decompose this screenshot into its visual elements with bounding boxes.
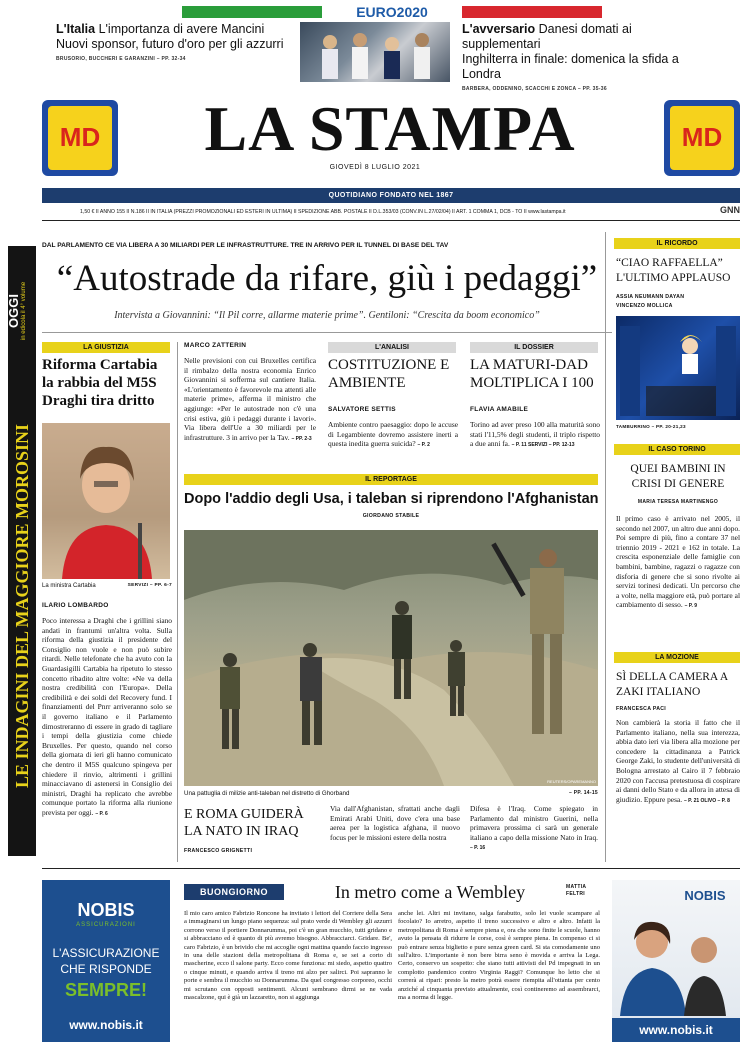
- founded-bar: QUOTIDIANO FONDATO NEL 1867: [42, 188, 740, 203]
- buongiorno-author: MATTIA FELTRI: [566, 884, 587, 897]
- reportage-author: GIORDANO STABILE: [362, 513, 420, 519]
- md-ad-right[interactable]: MD: [664, 100, 740, 176]
- mozione-author: FRANCESCA PACI: [616, 706, 667, 712]
- gnn-logo: GNN: [720, 205, 740, 215]
- reportage-headline[interactable]: Dopo l'addio degli Usa, i taleban si riprendono l'Afghanistan: [184, 491, 599, 507]
- giustizia-body: Poco interessa a Draghi che i grillini siano andati in frantumi un'altra volta. Sulla riforma della giustizia il presidente del Consiglio non vuole e non può subire ritardi. Nelle telefonate che ha avuto con la Guardasigilli Cartabia ha ripetuto lo stesso concetto ribadito altre volte: «Ne va della nostra credibilità con l'Europa». Della credibilità e dei soldi del Recovery fund. I finanziamenti del Pnrr arriveranno solo se il governo italiano e il Parlamento dimostreranno di essere in grado di tagliare i tempi della giustizia come chiede Bruxelles. Per questo, quando nel corso della giornata di ieri gli hanno comunicato che dentro il M5S qualcuno spingeva per chiedere il rinvio, altrimenti i grillini minacciavano di astenersi in Consiglio dei ministri, Draghi ha replicato che avrebbe comunque portato la riforma alla riunione prevista per oggi. – P. 6: [42, 616, 172, 817]
- euro-photo: [300, 22, 450, 82]
- oggi-brand: OGGI in edicola il 4° volume: [6, 281, 27, 341]
- banner-right-text[interactable]: L'avversario Danesi domati ai supplementari Inghilterra in finale: domenica la sfida a Londra BARBERA, ODDENINO, SCACCHI E ZONCA – PP. 35-36: [462, 22, 679, 92]
- newspaper-title: LA STAMPA: [204, 93, 576, 164]
- nobis-ad-right[interactable]: [612, 880, 740, 1042]
- tag-giustizia: LA GIUSTIZIA: [42, 342, 170, 353]
- afghanistan-photo: [184, 530, 598, 786]
- dossier-body: Torino ad aver preso 100 alla maturità sono stati l'11,5% degli studenti, il triplo rispetto a due anni fa. – P. 11 SERVIZI – PP. 12-13: [470, 420, 600, 449]
- tag-reportage: IL REPORTAGE: [184, 474, 598, 485]
- tag-analisi: L'ANALISI: [328, 342, 456, 353]
- buongiorno-col2: anche lei. Altri mi invitano, salga farabutto, solo lei vuole scampare al focolaio? Io arretro, aspetto il treno successivo e altro e altro. Infatti la metropolitana di Roma è sempre piena e, ora che sono finite le scuole, hanno avuto la pensata di ridurre le corse, così è sempre piena. In compenso ci si può entrare senza biglietto e pure senza green card. Si sta comodamente uno sull'altro. L'importante è non bere birra seno è movida e arriva la Lega. Certo, conservo un sospetto: che siano tutti attivisti del Pd impegnati in un complotto pandemico contro Virginia Raggi? Comunque ho letto che si correrà ai ripari: presto la metro potrà essere riempita all'ottanta per cento anziché al cinquanta previsto attualmente, così contineremo ad assembrarci, ma a norma di legge.: [398, 910, 600, 1002]
- tag-torino: IL CASO TORINO: [614, 444, 740, 455]
- top-banner: [42, 4, 712, 92]
- photo-credit: REUTERS/OPAREMANNO: [547, 779, 596, 784]
- price-line: 1,50 € II ANNO 155 II N.186 II IN ITALIA (PREZZI PROMOZIONALI ED ESTERI IN ULTIMA) II SPEDIZIONE ABB. POSTALE II D.L.353/03 (CONV.IN L.27/02/04) II ART. 1 COMMA 1, DCB - TO II www.lastampa.it: [80, 209, 566, 215]
- tag-mozione: LA MOZIONE: [614, 652, 740, 663]
- cartabia-photo: [42, 423, 170, 579]
- promo-title: LE INDAGINI DEL MAGGIORE MOROSINI: [12, 423, 32, 789]
- torino-author: MARIA TERESA MARTINENGO: [637, 499, 719, 505]
- ricordo-pages: TAMBURRINO – PP. 20-21,23: [616, 424, 686, 429]
- nobis-ad-left[interactable]: NOBIS ASSICURAZIONI L'ASSICURAZIONE CHE RISPONDE SEMPRE! www.nobis.it: [42, 880, 170, 1042]
- torino-body: Il primo caso è arrivato nel 2005, il secondo nel 2007, un altro due anni dopo. Poi sempre di più, fino a contare 37 nel triennio 2019 - 2021 e 162 in totale. La crescita esponenziale delle famiglie con bambini, bambine, ragazzi o ragazze con disforia di genere che si sono rivolte ai servizi torinesi dedicati. Un percorso che a volte, nella maggiore età, può portare al cambiamento di sesso. – P. 9: [616, 514, 740, 610]
- nobis-url-left[interactable]: www.nobis.it: [69, 1018, 143, 1032]
- analisi-author: SALVATORE SETTIS: [328, 406, 396, 413]
- nobis-brand-right: NOBIS: [684, 888, 726, 903]
- mozione-headline[interactable]: SÌ DELLA CAMERA A ZAKI ITALIANO: [616, 671, 728, 698]
- carra-photo: [616, 316, 740, 420]
- nobis-brand: NOBIS: [77, 900, 135, 920]
- tag-ricordo: IL RICORDO: [614, 238, 740, 249]
- md-ad-left[interactable]: MD: [42, 100, 118, 176]
- mozione-body: Non cambierà la storia il fatto che il Parlamento italiano, nella sua interezza, abbia dato ieri via libera alla mozione per concedere la cittadinanza a Patrick George Zaki, lo studente dell'università di Bologna arrestato al Cairo il 7 febbraio 2020 con l'accusa pretestuosa di cospirare ai danni dello Stato e da allora in attesa di giudizio. Eppure pesa. – P. 21 OLIVO – P. 8: [616, 718, 740, 804]
- buongiorno-col1: Il mio caro amico Fabrizio Roncone ha invitato i lettori del Corriere della Sera a immaginarsi un lungo piano sequenza: sul prato verde di Wembley gli azzurri corrono verso il portiere Donnarumma, poi c'è un gran mucchio, tutti gridano e si abbracciano ed è quanto di più avremo bisogno. Abbracciarci. Gridare. Be', caro Fabrizio, è un brivido che mi accoglie ogni mattina quando faccio ingresso in una delle stazioni della metropolitana di Roma e, se sei a corto di mascherine, ecco il salone party. Ecco come funziona: mi siedo, aspetto quattro o cinque minuti, e quando arriva il treno mi alzo per salirci. Poi sapranno le porte e sembra il mucchio su Donnarumma. Da quel congresso corporeo, occhi mi scrutano con opposti sentimenti. Alcuni sembrano dirmi se ne vada mascalzone, qui è già un lazzaretto, non si aggiunga: [184, 910, 392, 1002]
- nobis-url-right[interactable]: www.nobis.it: [612, 1018, 740, 1042]
- lead-body: Nelle previsioni con cui Bruxelles certifica il rimbalzo della nostra economia Enrico Giovannini si sofferma sul cantiere Italia. «L'orientamento è favorevole ma attenti alle materie prime», afferma il ministro che aggiunge: «Per le autostrade non c'è una crisi estiva, giù i pedaggi durante i lavori». Via libera dell'Ue a 30 miliardi per le infrastrutture. 3 in arrivo per la Tav. – PP. 2-3: [184, 356, 316, 442]
- analisi-headline[interactable]: COSTITUZIONE E AMBIENTE: [328, 357, 450, 391]
- lead-overline: DAL PARLAMENTO CE VIA LIBERA A 30 MILIARDI PER LE INFRASTRUTTURE. TRE IN ARRIVO PER IL TUNNEL DI BASE DEL TAV: [42, 242, 449, 249]
- analisi-body: Ambiente contro paesaggio: dopo le accuse di Legambiente dovremo assistere inerti a questa inedita guerra suicida? – P. 2: [328, 420, 458, 449]
- euro2020-label: EURO2020: [356, 4, 428, 20]
- tag-dossier: IL DOSSIER: [470, 342, 598, 353]
- banner-left-text[interactable]: L'Italia L'importanza di avere Mancini Nuovi sponsor, futuro d'oro per gli azzurri BRUSORIO, BUCCHERI E GARANZINI – PP. 32-34: [56, 22, 284, 62]
- tag-buongiorno: BUONGIORNO: [184, 884, 284, 900]
- lead-headline[interactable]: “Autostrade da rifare, giù i pedaggi”: [56, 258, 598, 299]
- dossier-headline[interactable]: LA MATURI-DAD MOLTIPLICA I 100: [470, 357, 594, 391]
- nato-author: FRANCESCO GRIGNETTI: [184, 848, 253, 854]
- nato-headline[interactable]: E ROMA GUIDERÀ LA NATO IN IRAQ: [184, 807, 304, 839]
- ricordo-author-1: ASSIA NEUMANN DAYAN: [616, 294, 685, 300]
- issue-date: GIOVEDÌ 8 LUGLIO 2021: [329, 164, 421, 171]
- nobis-brand-sub: ASSICURAZIONI: [76, 922, 136, 928]
- torino-headline[interactable]: QUEI BAMBINI IN CRISI DI GENERE: [630, 463, 726, 490]
- ricordo-author-2: VINCENZO MOLLICA: [616, 303, 673, 309]
- photo-caption: Una pattuglia di milizie anti-taleban nel distretto di Ghorband: [184, 790, 350, 797]
- nato-body1: Via dall'Afghanistan, sfrattati anche dagli Emirati Arabi Uniti, dove c'era una base aerea per la logistica afghana, il nuovo focus per le missioni estere della nostra: [330, 804, 460, 842]
- giustizia-pages: SERVIZI – PP. 6-7: [127, 583, 172, 588]
- ricordo-headline[interactable]: “CIAO RAFFAELLA” L'ULTIMO APPLAUSO: [616, 257, 731, 284]
- giustizia-headline[interactable]: Riforma Cartabia la rabbia del M5S Draghi tira dritto: [42, 357, 158, 409]
- lead-subhead: Intervista a Giovannini: “Il Pil corre, allarme materie prime”. Gentiloni: “Crescita da boom economico”: [114, 310, 540, 321]
- photo-pages: – PP. 14-15: [568, 790, 598, 796]
- cartabia-caption: La ministra Cartabia: [42, 583, 96, 589]
- dossier-author: FLAVIA AMABILE: [470, 406, 529, 413]
- giustizia-author: ILARIO LOMBARDO: [42, 602, 109, 609]
- nato-body2: Difesa è l'Iraq. Come spiegato in Parlamento dal ministro Guerini, nella primavera prossima ci sarà un generale italiano a capo della missione Nato in Iraq. – P. 16: [470, 804, 598, 852]
- morosini-promo[interactable]: [8, 246, 36, 856]
- buongiorno-headline[interactable]: In metro come a Wembley: [334, 882, 526, 902]
- lead-author: MARCO ZATTERIN: [184, 342, 247, 349]
